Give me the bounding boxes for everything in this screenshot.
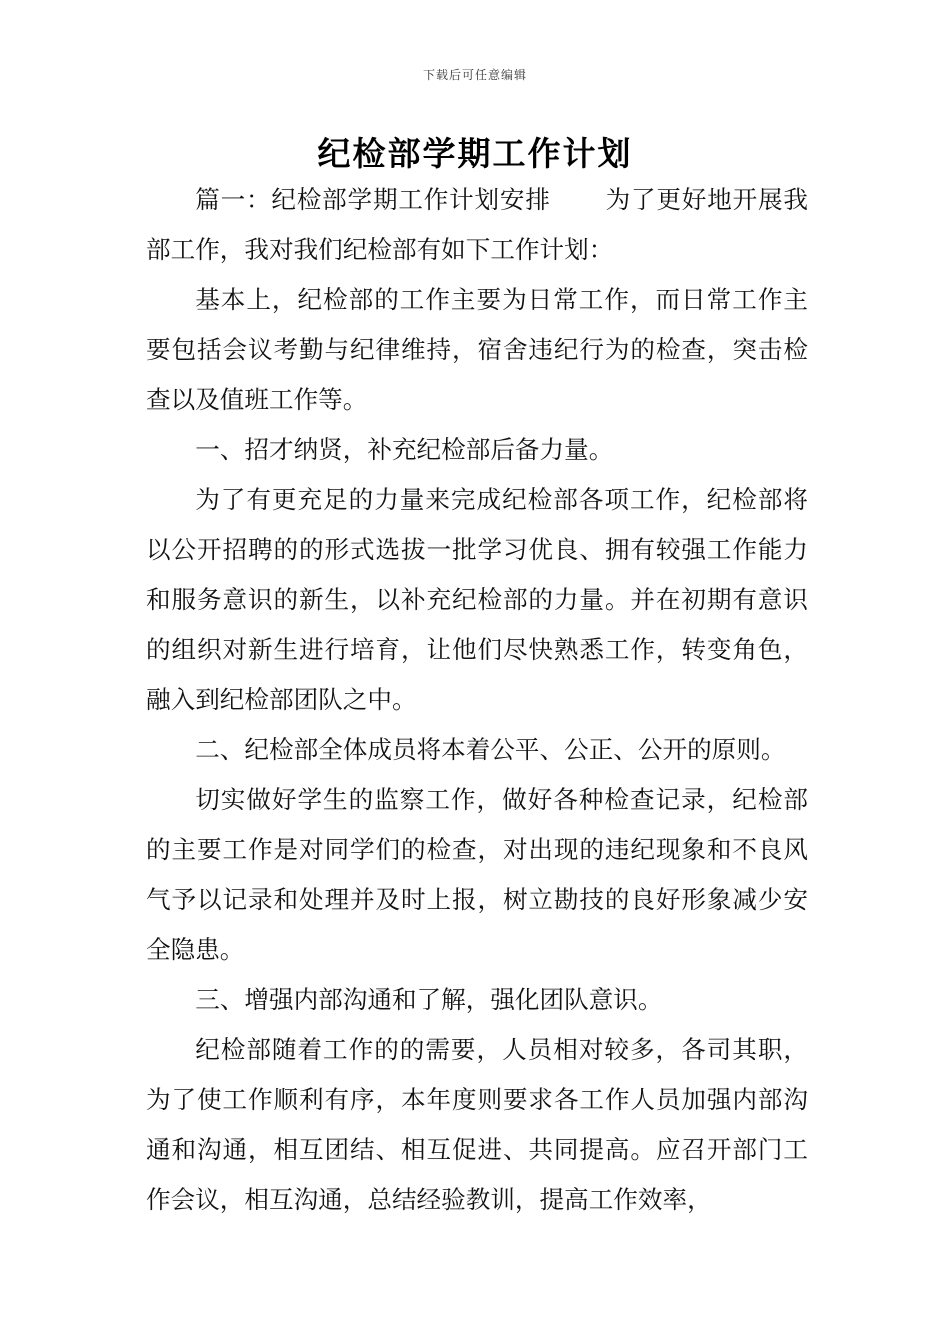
section-heading-1: 一、招才纳贤，补充纪检部后备力量。 xyxy=(195,435,614,464)
intro-rest: 为了更好地开展我部工作，我对我们纪检部有如下工作计划： xyxy=(146,185,808,264)
intro-lead: 篇一：纪检部学期工作计划安排 xyxy=(195,185,551,214)
document-body xyxy=(146,175,808,1225)
section-heading-2: 二、纪检部全体成员将本着公平、公正、公开的原则。 xyxy=(195,735,786,764)
body-paragraph-1: 基本上，纪检部的工作主要为日常工作，而日常工作主要包括会议考勤与纪律维持，宿舍违纪行为的检查，突击检查以及值班工作等。 xyxy=(146,285,808,414)
body-paragraph-3: 切实做好学生的监察工作，做好各种检查记录，纪检部的主要工作是对同学们的检查，对出现的违纪现象和不良风气予以记录和处理并及时上报，树立勘技的良好形象减少安全隐患。 xyxy=(146,785,808,964)
body-paragraph-2: 为了有更充足的力量来完成纪检部各项工作，纪检部将以公开招聘的的形式选拔一批学习优良、拥有较强工作能力和服务意识的新生，以补充纪检部的力量。并在初期有意识的组织对新生进行培育，让他们尽快熟悉工作，转变角色，融入到纪检部团队之中。 xyxy=(146,485,808,714)
section-heading-3: 三、增强内部沟通和了解，强化团队意识。 xyxy=(195,985,663,1014)
header-note: 下载后可任意编辑 xyxy=(422,68,527,82)
body-paragraph-4: 纪检部随着工作的的需要，人员相对较多，各司其职，为了使工作顺利有序，本年度则要求各工作人员加强内部沟通和沟通，相互团结、相互促进、共同提高。应召开部门工作会议，相互沟通，总结经验教训，提高工作效率， xyxy=(146,1035,808,1214)
page-title: 纪检部学期工作计划 xyxy=(317,134,633,173)
intro-paragraph xyxy=(146,175,808,275)
